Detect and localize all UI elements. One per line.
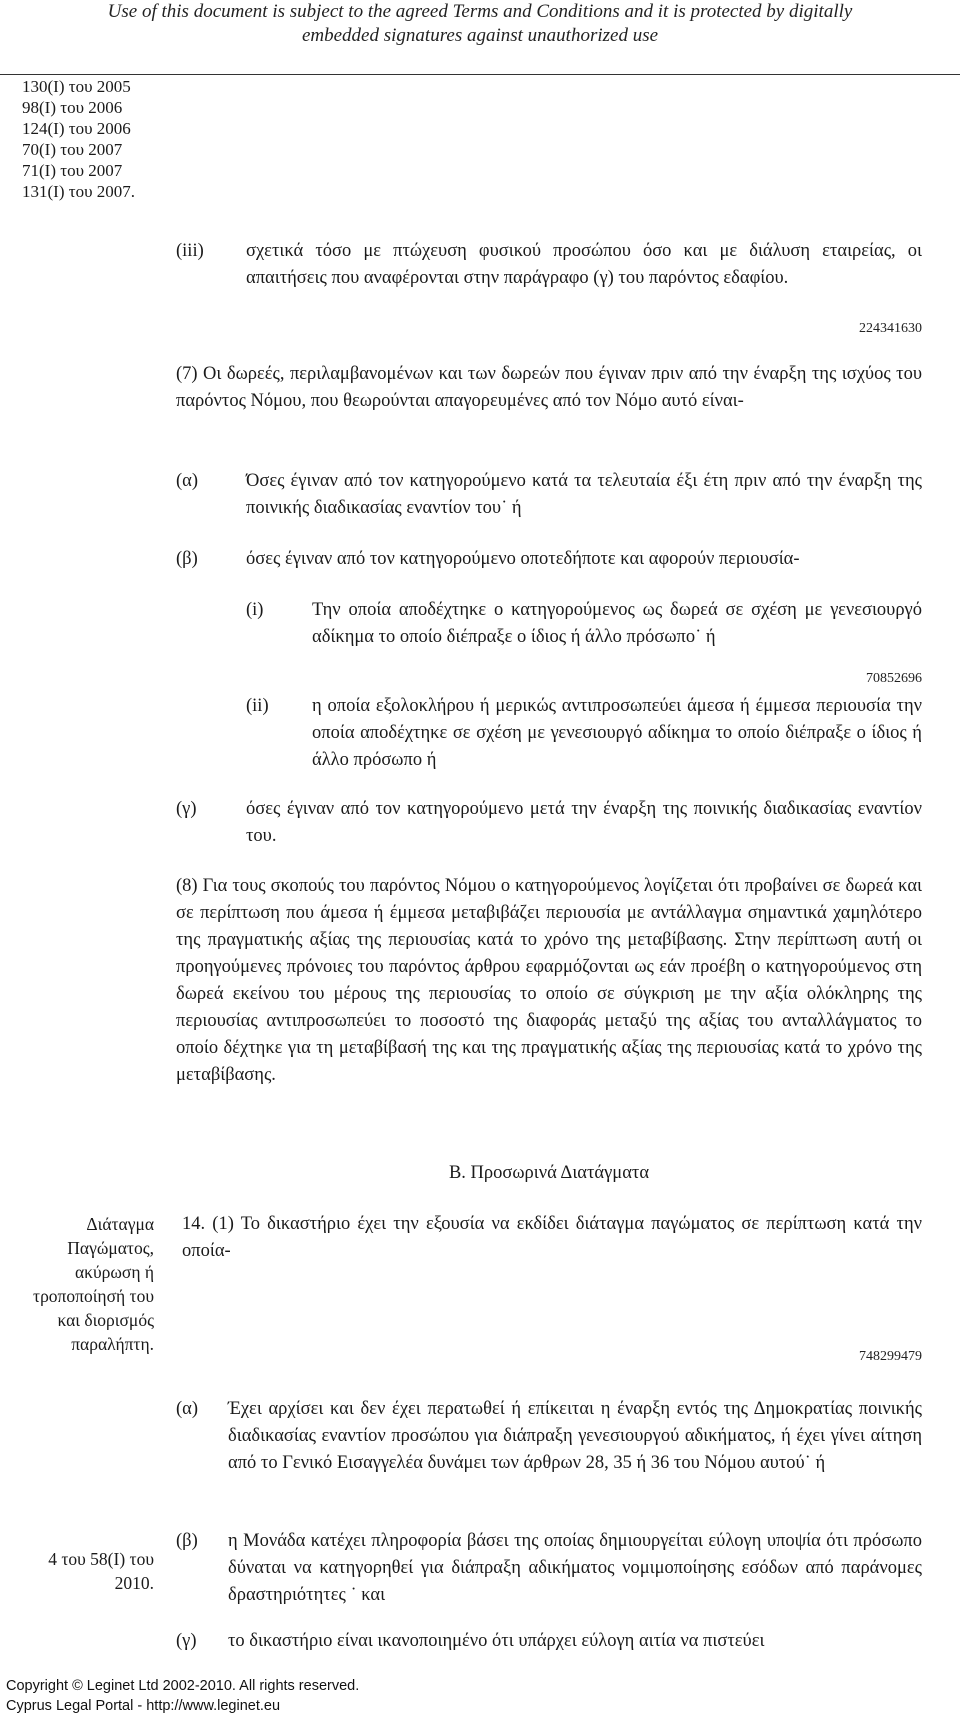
margin-law-2010-line: 2010.	[114, 1573, 154, 1593]
protection-notice-line-1: Use of this document is subject to the agreed Terms and Conditions and it is protected by digitally	[107, 1, 853, 22]
margin-title-line: τροποποίησή του	[33, 1286, 154, 1306]
s14-item-a-text: Έχει αρχίσει και δεν έχει περατωθεί ή επίκειται η έναρξη εντός της Δημοκρατίας ποινικής διαδικασίας εναντίον προσώπου για διάπραξη γενεσιουργού αδικήματος, ή έχει γίνει αίτηση από το Γενικό Εισαγγελέα δυνάμει των άρθρων 28, 35 ή 36 του Νόμου αυτού˙ ή	[228, 1399, 922, 1473]
reference-number: 748299479	[859, 1349, 922, 1364]
s14-item-c-text: το δικαστήριο είναι ικανοποιημένο ότι υπάρχει εύλογη αιτία να πιστεύει	[228, 1631, 765, 1651]
margin-title-line: και διορισμός	[57, 1310, 154, 1330]
section-heading: Β. Προσωρινά Διατάγματα	[448, 1163, 650, 1183]
margin-law-references	[22, 76, 172, 202]
item-a-label: (α)	[176, 471, 199, 491]
item-iii-text: σχετικά τόσο με πτώχευση φυσικού προσώπου όσο και με διάλυση εταιρείας, οι απαιτήσεις που αναφέρονται στην παράγραφο (γ) του παρόντος εδαφίου.	[246, 241, 922, 288]
margin-title-line: ακύρωση ή	[74, 1262, 154, 1282]
margin-title-line: Διάταγμα	[86, 1214, 154, 1234]
footer-copyright: Copyright © Leginet Ltd 2002-2010. All rights reserved.	[6, 1678, 360, 1694]
s14-item-a-label: (α)	[176, 1399, 199, 1419]
margin-law-ref: 70(Ι) του 2007	[22, 140, 123, 159]
item-b-text: όσες έγιναν από τον κατηγορούμενο οποτεδήποτε και αφορούν περιουσία-	[246, 549, 800, 569]
item-i-text: Την οποία αποδέχτηκε ο κατηγορούμενος ως δωρεά σε σχέση με γενεσιουργό αδίκημα το οποίο διέπραξε ο ίδιος ή άλλο πρόσωπο˙ ή	[312, 600, 922, 647]
reference-number: 70852696	[866, 671, 922, 686]
footer	[6, 1676, 606, 1716]
margin-law-2010-line: 4 του 58(Ι) του	[48, 1549, 154, 1569]
item-b-label: (β)	[176, 549, 198, 569]
item-c-label: (γ)	[176, 799, 197, 819]
margin-title-line: παραλήπτη.	[71, 1334, 154, 1354]
item-iii-label: (iii)	[176, 241, 204, 261]
margin-title-line: Παγώματος,	[67, 1238, 154, 1258]
s14-item-b-label: (β)	[176, 1531, 198, 1551]
item-ii-label: (ii)	[246, 696, 269, 716]
footer-portal-link[interactable]: Cyprus Legal Portal - http://www.leginet.eu	[6, 1698, 281, 1714]
header-divider	[0, 74, 960, 75]
protection-notice	[0, 0, 960, 48]
margin-section-title	[10, 1212, 154, 1356]
item-a-text: Όσες έγιναν από τον κατηγορούμενο κατά τα τελευταία έξι έτη πριν από την έναρξη της ποινικής διαδικασίας εναντίον του˙ ή	[246, 471, 922, 518]
margin-law-ref: 71(Ι) του 2007	[22, 161, 123, 180]
s14-item-c-label: (γ)	[176, 1631, 197, 1651]
margin-law-ref: 130(Ι) του 2005	[22, 77, 131, 96]
section-14: 14. (1) Το δικαστήριο έχει την εξουσία να εκδίδει διάταγμα παγώματος σε περίπτωση κατά την οποία-	[182, 1214, 922, 1261]
item-c-text: όσες έγιναν από τον κατηγορούμενο μετά την έναρξη της ποινικής διαδικασίας εναντίον του.	[246, 799, 922, 846]
margin-law-ref: 98(Ι) του 2006	[22, 98, 123, 117]
protection-notice-line-2: embedded signatures against unauthorized use	[301, 25, 659, 46]
item-ii-text: η οποία εξολοκλήρου ή μερικώς αντιπροσωπεύει άμεσα ή έμμεσα περιουσία την οποία αποδέχτηκε σε σχέση με γενεσιουργό αδίκημα το οποίο διέπραξε ο ίδιος ή άλλο πρόσωπο ή	[312, 696, 922, 770]
item-i-label: (i)	[246, 600, 264, 620]
margin-law-ref: 124(Ι) του 2006	[22, 119, 131, 138]
s14-item-b-text: η Μονάδα κατέχει πληροφορία βάσει της οποίας δημιουργείται εύλογη υποψία ότι πρόσωπο δύναται να κατηγορηθεί για διάπραξη αδικήματος νομιμοποίησης εσόδων από παράνομες δραστηριότητες ˙ και	[228, 1531, 922, 1605]
subsection-8: (8) Για τους σκοπούς του παρόντος Νόμου ο κατηγορούμενος λογίζεται ότι προβαίνει σε δωρεά και σε περίπτωση που άμεσα ή έμμεσα μεταβιβάζει περιουσία με αντάλλαγμα σημαντικά χαμηλότερο της πραγματικής αξίας της περιουσίας κατά το χρόνο της μεταβίβασης. Στην περίπτωση αυτή οι προηγούμενες πρόνοιες του παρόντος άρθρου εφαρμόζονται ως εάν προέβη ο κατηγορούμενος στη δωρεά εκείνου του μέρους της περιουσίας το οποίο σε σύγκριση με την αξία ολόκληρης της περιουσίας αντιπροσωπεύει το ποσοστό της διαφοράς μεταξύ της αξίας του ανταλλάγματος το οποίο δέχτηκε για τη μεταβίβασή της και της πραγματικής αξίας της περιουσίας κατά το χρόνο της μεταβίβασης.	[176, 876, 922, 1085]
margin-law-ref: 131(Ι) του 2007.	[22, 182, 135, 201]
subsection-7: (7) Οι δωρεές, περιλαμβανομένων και των δωρεών που έγιναν πριν από την έναρξη της ισχύος του παρόντος Νόμου, που θεωρούνται απαγορευμένες από τον Νόμο αυτό είναι-	[176, 364, 922, 411]
margin-law-2010	[10, 1547, 154, 1595]
reference-number: 224341630	[859, 321, 922, 336]
